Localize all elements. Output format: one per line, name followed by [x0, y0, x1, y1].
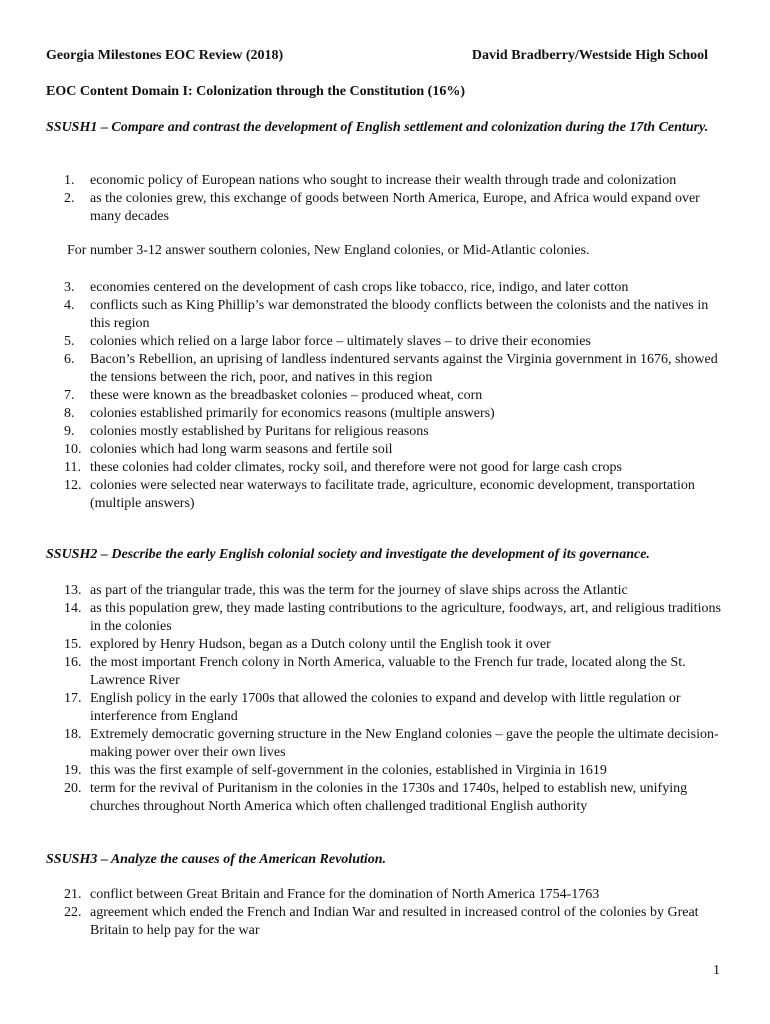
list-item	[0, 387, 770, 405]
list-item	[0, 690, 770, 726]
item-number: 17.	[64, 691, 82, 706]
list-item	[0, 726, 770, 762]
list-item	[0, 780, 770, 816]
list-item	[0, 459, 770, 477]
item-text: Extremely democratic governing structure in the New England colonies – gave the people the ultimate decision-making power over their own lives	[90, 727, 719, 760]
question-list-1-2	[0, 172, 770, 226]
item-text: these colonies had colder climates, rocky soil, and therefore were not good for large cash crops	[90, 460, 622, 475]
list-item	[0, 172, 770, 190]
standard-ssush3: SSUSH3 – Analyze the causes of the American Revolution.	[46, 852, 387, 867]
question-list-21-22	[0, 886, 770, 940]
item-number: 9.	[64, 424, 75, 439]
list-item	[0, 636, 770, 654]
item-number: 10.	[64, 442, 82, 457]
item-number: 20.	[64, 781, 82, 796]
item-text: colonies established primarily for economics reasons (multiple answers)	[90, 406, 495, 421]
item-text: colonies which had long warm seasons and fertile soil	[90, 442, 393, 457]
standard-ssush2: SSUSH2 – Describe the early English colonial society and investigate the development of its governance.	[46, 547, 650, 562]
item-text: colonies which relied on a large labor force – ultimately slaves – to drive their economies	[90, 334, 591, 349]
item-text: as the colonies grew, this exchange of goods between North America, Europe, and Africa would expand over many decades	[90, 191, 700, 224]
item-text: conflicts such as King Phillip’s war demonstrated the bloody conflicts between the colonists and the natives in this region	[90, 298, 709, 331]
list-item	[0, 333, 770, 351]
list-item	[0, 423, 770, 441]
item-number: 13.	[64, 583, 82, 598]
item-text: as this population grew, they made lasting contributions to the agriculture, foodways, art, and religious traditions in the colonies	[90, 601, 721, 634]
item-number: 12.	[64, 478, 82, 493]
item-text: economies centered on the development of cash crops like tobacco, rice, indigo, and later cotton	[90, 280, 629, 295]
list-item	[0, 762, 770, 780]
list-item	[0, 190, 770, 226]
item-text: Bacon’s Rebellion, an uprising of landless indentured servants against the Virginia government in 1676, showed the tensions between the rich, poor, and natives in this region	[90, 352, 718, 385]
item-text: term for the revival of Puritanism in the colonies in the 1730s and 1740s, helped to establish new, unifying churches throughout North America which often challenged traditional English authority	[90, 781, 688, 814]
header-course-title: Georgia Milestones EOC Review (2018)	[46, 48, 284, 63]
item-number: 5.	[64, 334, 75, 349]
item-text: these were known as the breadbasket colonies – produced wheat, corn	[90, 388, 483, 403]
item-number: 19.	[64, 763, 82, 778]
item-text: agreement which ended the French and Indian War and resulted in increased control of the colonies by Great Britain to help pay for the war	[90, 905, 699, 938]
question-list-3-12	[0, 279, 770, 513]
list-item	[0, 582, 770, 600]
item-number: 15.	[64, 637, 82, 652]
header-author: David Bradberry/Westside High School	[471, 48, 708, 63]
list-item	[0, 441, 770, 459]
item-number: 11.	[64, 460, 81, 475]
list-item	[0, 351, 770, 387]
item-text: English policy in the early 1700s that allowed the colonies to expand and develop with little regulation or interference from England	[90, 691, 681, 724]
list-item	[0, 886, 770, 904]
list-item	[0, 600, 770, 636]
list-item	[0, 279, 770, 297]
list-item	[0, 405, 770, 423]
instructions: For number 3-12 answer southern colonies, New England colonies, or Mid-Atlantic colonies.	[67, 243, 590, 258]
item-number: 4.	[64, 298, 75, 313]
item-text: colonies mostly established by Puritans for religious reasons	[90, 424, 429, 439]
item-text: conflict between Great Britain and France for the domination of North America 1754-1763	[90, 887, 600, 902]
item-number: 18.	[64, 727, 82, 742]
list-item	[0, 904, 770, 940]
item-number: 6.	[64, 352, 75, 367]
item-number: 14.	[64, 601, 82, 616]
standard-ssush1: SSUSH1 – Compare and contrast the development of English settlement and colonization during the 17th Century.	[46, 120, 709, 135]
item-text: the most important French colony in North America, valuable to the French fur trade, located along the St. Lawrence River	[90, 655, 686, 688]
item-text: explored by Henry Hudson, began as a Dutch colony until the English took it over	[90, 637, 551, 652]
item-number: 2.	[64, 191, 75, 206]
page-number: 1	[713, 963, 720, 978]
question-list-13-20	[0, 582, 770, 816]
item-number: 21.	[64, 887, 82, 902]
list-item	[0, 297, 770, 333]
item-text: as part of the triangular trade, this was the term for the journey of slave ships across the Atlantic	[90, 583, 628, 598]
item-number: 8.	[64, 406, 75, 421]
list-item	[0, 477, 770, 513]
item-number: 3.	[64, 280, 75, 295]
item-number: 16.	[64, 655, 82, 670]
item-number: 7.	[64, 388, 75, 403]
item-number: 1.	[64, 173, 75, 188]
item-text: this was the first example of self-government in the colonies, established in Virginia in 1619	[90, 763, 607, 778]
content-domain-title: EOC Content Domain I: Colonization through the Constitution (16%)	[46, 84, 465, 99]
list-item	[0, 654, 770, 690]
item-text: colonies were selected near waterways to facilitate trade, agriculture, economic development, transportation (multiple answers)	[90, 478, 695, 511]
item-text: economic policy of European nations who sought to increase their wealth through trade and colonization	[90, 173, 677, 188]
item-number: 22.	[64, 905, 82, 920]
